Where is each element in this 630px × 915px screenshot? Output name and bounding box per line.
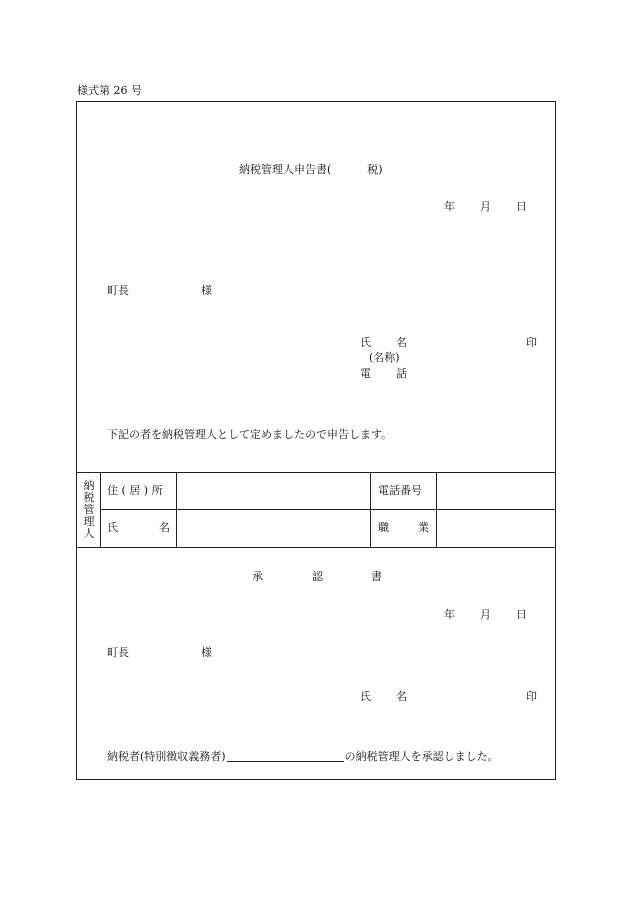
declaration-title xyxy=(239,163,383,177)
table-divider-value-1 xyxy=(370,472,371,547)
approval-title-char-2: 認 xyxy=(312,570,323,583)
approval-name-label-1: 氏 xyxy=(360,690,371,703)
approval-addressee xyxy=(107,646,217,660)
section-char-3: 管 xyxy=(83,503,95,516)
declaration-statement: 下記の者を納税管理人として定めましたので申告します。 xyxy=(107,428,393,441)
applicant-name-sub: (名称) xyxy=(369,351,400,364)
table-middle-rule xyxy=(100,509,556,510)
approval-name-row xyxy=(360,690,540,704)
addressee-title: 町長 xyxy=(107,284,129,297)
section-char-1: 納 xyxy=(83,479,95,492)
approval-date-day: 日 xyxy=(516,608,527,621)
declaration-title-prefix: 納税管理人申告書( xyxy=(239,163,332,176)
approval-statement-suffix: の納税管理人を承認しました。 xyxy=(344,750,499,763)
applicant-name-row xyxy=(360,336,540,350)
section-char-5: 人 xyxy=(83,527,95,540)
phone-number-field[interactable] xyxy=(438,474,554,508)
applicant-name-label-2: 名 xyxy=(396,336,407,349)
applicant-phone-label-1: 電 xyxy=(360,367,371,380)
address-field[interactable] xyxy=(178,474,368,508)
occupation-label xyxy=(378,521,434,535)
date-day-label: 日 xyxy=(516,200,527,213)
approval-seal: 印 xyxy=(526,690,537,703)
manager-name-label-1: 氏 xyxy=(107,521,118,534)
applicant-phone-row xyxy=(360,367,420,381)
taxpayer-name-blank[interactable] xyxy=(227,749,344,762)
table-bottom-rule xyxy=(76,547,556,548)
approval-statement-prefix: 納税者(特別徴収義務者) xyxy=(107,750,226,763)
table-divider-label-1 xyxy=(176,472,177,547)
address-label: 住 ( 居 ) 所 xyxy=(107,484,163,497)
manager-section-label xyxy=(77,480,101,540)
approval-date xyxy=(444,608,527,622)
occupation-label-2: 業 xyxy=(418,521,429,534)
approval-title xyxy=(252,570,382,584)
manager-name-label xyxy=(107,521,171,535)
date-year-label: 年 xyxy=(444,200,455,213)
applicant-name-label-1: 氏 xyxy=(360,336,371,349)
phone-number-label: 電話番号 xyxy=(378,484,422,497)
manager-name-label-2: 名 xyxy=(159,521,170,534)
approval-addressee-honorific: 様 xyxy=(201,646,212,659)
declaration-title-suffix: 税) xyxy=(367,163,383,176)
table-divider-label-2 xyxy=(436,472,437,547)
table-top-rule xyxy=(76,472,556,473)
approval-statement xyxy=(107,749,499,764)
approval-title-char-1: 承 xyxy=(252,570,263,583)
form-number: 様式第 26 号 xyxy=(77,84,142,97)
addressee-honorific: 様 xyxy=(201,284,212,297)
approval-date-year: 年 xyxy=(444,608,455,621)
declaration-date xyxy=(444,200,527,214)
applicant-phone-label-2: 話 xyxy=(396,367,407,380)
declaration-addressee xyxy=(107,284,217,298)
section-char-2: 税 xyxy=(83,491,95,504)
occupation-label-1: 職 xyxy=(378,521,389,534)
section-char-4: 理 xyxy=(83,515,95,528)
approval-addressee-title: 町長 xyxy=(107,646,129,659)
occupation-field[interactable] xyxy=(438,511,554,545)
date-month-label: 月 xyxy=(480,200,491,213)
approval-title-char-3: 書 xyxy=(371,570,382,583)
manager-name-field[interactable] xyxy=(178,511,368,545)
approval-date-month: 月 xyxy=(480,608,491,621)
approval-name-label-2: 名 xyxy=(396,690,407,703)
applicant-seal: 印 xyxy=(526,336,537,349)
